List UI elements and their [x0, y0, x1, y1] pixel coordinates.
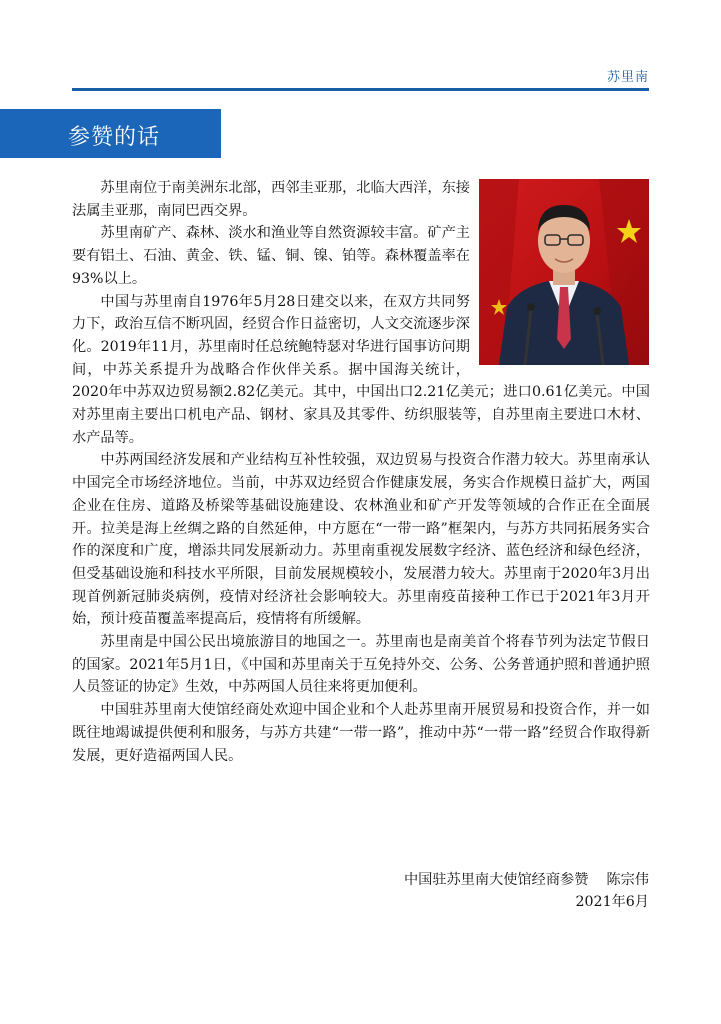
header-rule: [72, 88, 649, 91]
paragraph-welcome: 中国驻苏里南大使馆经商处欢迎中国企业和个人赴苏里南开展贸易和投资合作，并一如既往地竭诚提供便利和服务，与苏方共建“一带一路”，推动中苏“一带一路”经贸合作取得新发展，更好造福两国人民。: [72, 702, 650, 764]
photo-float-spacer: [470, 177, 650, 367]
running-head: 苏里南: [606, 70, 649, 85]
paragraph-location: 苏里南位于南美洲东北部，西邻圭亚那，北临大西洋，东接法属圭亚那，南同巴西交界。: [72, 180, 470, 219]
paragraph-tourism: 苏里南是中国公民出境旅游目的地国之一。苏里南也是南美首个将春节列为法定节假日的国家。2021年5月1日，《中国和苏里南关于互免持外交、公务、公务普通护照和普通护照人员签证的协定》生效，中苏两国人员往来将更加便利。: [72, 634, 650, 696]
signature-author: 中国驻苏里南大使馆经商参赞 陈宗伟: [403, 872, 649, 888]
signature-block: [404, 869, 649, 913]
article-body: [72, 177, 650, 767]
section-title: 参赞的话: [68, 125, 161, 150]
paragraph-relations: 中国与苏里南自1976年5月28日建交以来，在双方共同努力下，政治互信不断巩固，经贸合作日益密切，人文交流逐步深化。2019年11月，苏里南时任总统鲍特瑟对华进行国事访问期间，中苏关系提升为战略合作伙伴关系。据中国海关统计，2020年中苏双边贸易额2.82亿美元。其中，中国出口2.21亿美元；进口0.61亿美元。中国对苏里南主要出口机电产品、钢材、家具及其零件、纺织服装等，自苏里南主要进口木材、水产品等。: [72, 293, 650, 446]
signature-date: 2021年6月: [575, 894, 649, 910]
paragraph-resources: 苏里南矿产、森林、淡水和渔业等自然资源较丰富。矿产主要有铝土、石油、黄金、铁、锰、铜、镍、铂等。森林覆盖率在93%以上。: [72, 225, 470, 287]
paragraph-cooperation: 中苏两国经济发展和产业结构互补性较强，双边贸易与投资合作潜力较大。苏里南承认中国完全市场经济地位。当前，中苏双边经贸合作健康发展，务实合作规模日益扩大，两国企业在住房、道路及桥梁等基础设施建设、农林渔业和矿产开发等领域的合作正在全面展开。拉美是海上丝绸之路的自然延伸，中方愿在“一带一路”框架内，与苏方共同拓展务实合作的深度和广度，增添共同发展新动力。苏里南重视发展数字经济、蓝色经济和绿色经济，但受基础设施和科技水平所限，目前发展规模较小，发展潜力较大。苏里南于2020年3月出现首例新冠肺炎病例，疫情对经济社会影响较大。苏里南疫苗接种工作已于2021年3月开始，预计疫苗覆盖率提高后，疫情将有所缓解。: [72, 452, 650, 628]
